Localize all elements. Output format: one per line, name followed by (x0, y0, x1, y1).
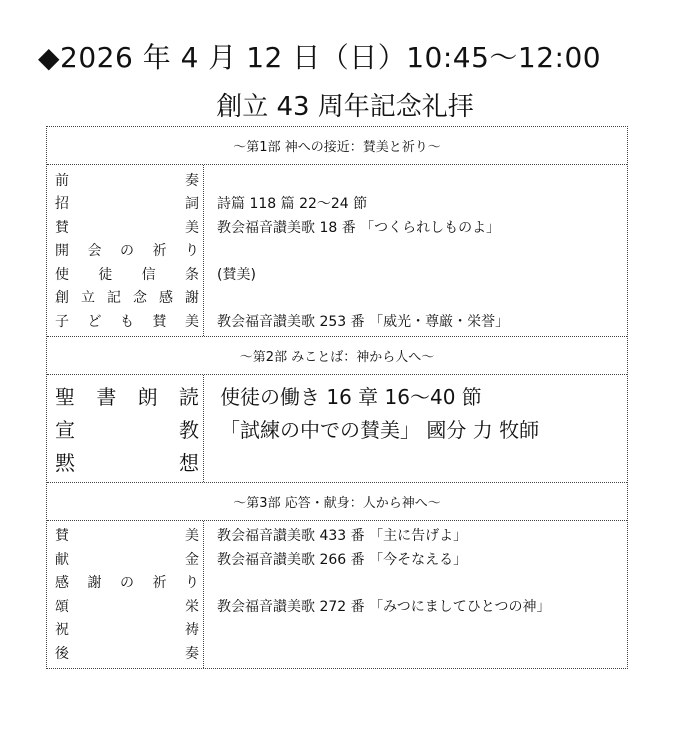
item-details-column (204, 165, 627, 336)
item-detail: 「試練の中での賛美」 國分 力 牧師 (220, 417, 540, 442)
item-detail: (賛美) (217, 266, 256, 283)
item-detail: 教会福音讃美歌 266 番 「今そなえる」 (217, 551, 468, 568)
item-names-column (47, 165, 204, 336)
item-name: 祝 祷 (55, 622, 199, 639)
item-name: 宣 教 (55, 417, 199, 442)
item-name: 聖 書 朗 読 (55, 384, 199, 409)
item-name: 開 会 の 祈 り (55, 243, 199, 260)
item-detail: 教会福音讃美歌 272 番 「みつにましてひとつの神」 (217, 598, 551, 615)
item-name: 献 金 (55, 551, 199, 568)
item-name: 使 徒 信 条 (55, 266, 199, 283)
item-names-column (47, 521, 204, 668)
item-name: 賛 美 (55, 528, 199, 545)
item-details-column (204, 375, 627, 482)
service-datetime: ◆2026 年 4 月 12 日（日）10:45〜12:00 (38, 41, 602, 74)
item-name: 前 奏 (55, 172, 199, 189)
section-3-items (47, 521, 627, 668)
section-1-heading: 〜第1部 神への接近：賛美と祈り〜 (47, 127, 627, 165)
section-1-items (47, 165, 627, 337)
item-name: 頌 栄 (55, 598, 199, 615)
item-detail: 使徒の働き 16 章 16〜40 節 (220, 384, 482, 409)
item-names-column (47, 375, 204, 482)
item-detail: 教会福音讃美歌 18 番 「つくられしものよ」 (217, 219, 501, 236)
service-title: 創立 43 周年記念礼拝 (216, 92, 474, 122)
item-name: 感 謝 の 祈 り (55, 575, 199, 592)
item-name: 黙 想 (55, 450, 199, 475)
item-name: 後 奏 (55, 645, 199, 662)
item-detail: 教会福音讃美歌 253 番 「威光・尊厳・栄誉」 (217, 313, 510, 330)
item-detail: 教会福音讃美歌 433 番 「主に告げよ」 (217, 528, 468, 545)
item-name: 賛 美 (55, 219, 199, 236)
item-detail: 詩篇 118 篇 22〜24 節 (217, 196, 368, 213)
program-table (46, 126, 628, 669)
section-2-items (47, 375, 627, 483)
section-2-heading: 〜第2部 みことば：神から人へ〜 (47, 337, 627, 375)
item-name: 創 立 記 念 感 謝 (55, 290, 199, 307)
item-name: 招 詞 (55, 196, 199, 213)
item-name: 子 ど も 賛 美 (55, 313, 199, 330)
section-3-heading: 〜第3部 応答・献身：人から神へ〜 (47, 483, 627, 521)
item-details-column (204, 521, 627, 668)
